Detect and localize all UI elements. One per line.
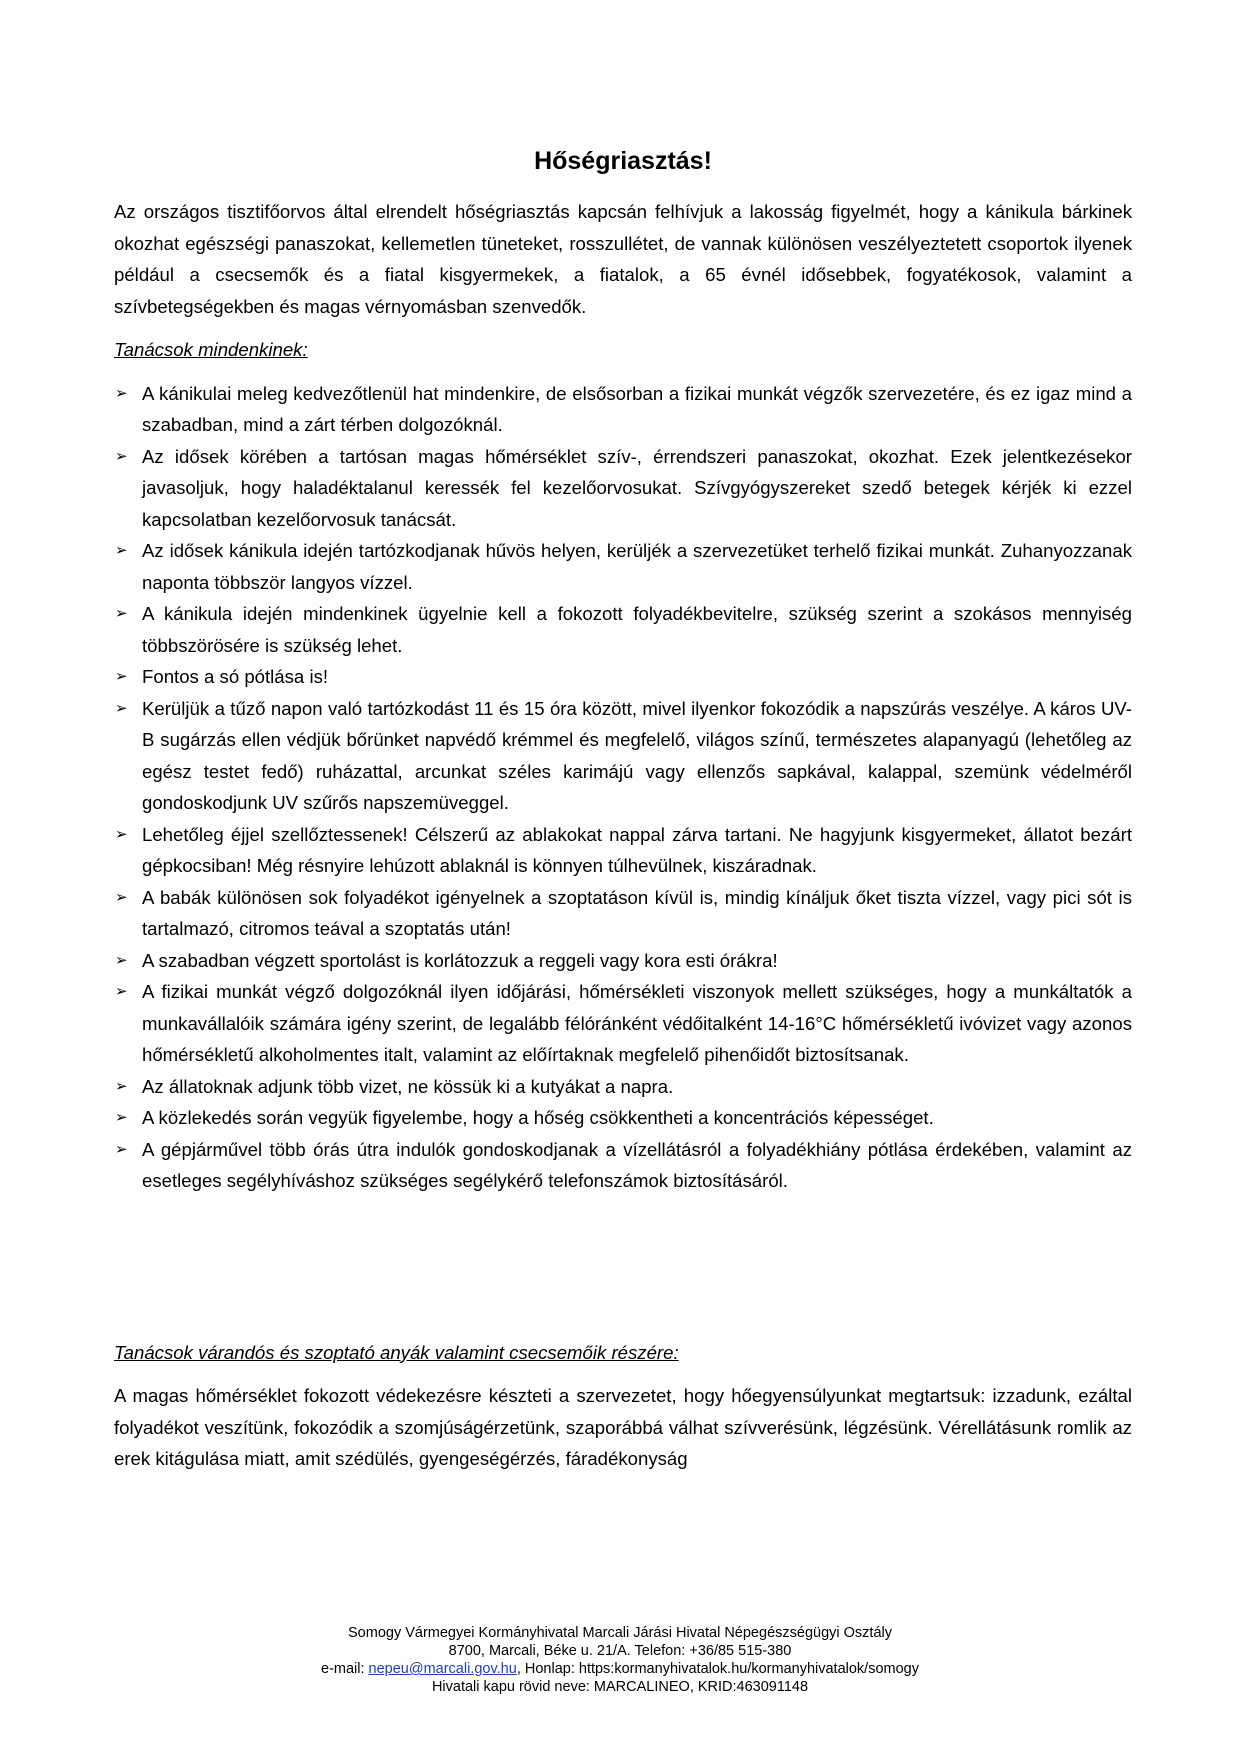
mothers-paragraph: A magas hőmérséklet fokozott védekezésre készteti a szervezetet, hogy hőegyensúlyunkat megtartsuk: izzadunk, ezáltal folyadékot veszítünk, fokozódik a szomjúságérzetünk, szaporábbá válhat szívverésünk, légzésünk. Vérellátásunk romlik az erek kitágulása miatt, amit szédülés, gyengeségérzés, fáradékonyság bbox=[114, 1385, 1132, 1469]
footer-krid: Hivatali kapu rövid neve: MARCALINEO, KRID:463091148 bbox=[431, 1679, 809, 1695]
arrowhead-bullet-icon: ➢ bbox=[115, 982, 128, 1000]
arrowhead-bullet-icon: ➢ bbox=[115, 667, 128, 685]
arrowhead-bullet-icon: ➢ bbox=[115, 541, 128, 559]
page-footer bbox=[0, 1624, 1240, 1696]
page-title: Hőségriasztás! bbox=[534, 147, 712, 175]
list-item-text: Az idősek kánikula idején tartózkodjanak hűvös helyen, kerüljék a szervezetüket terhelő fizikai munkát. Zuhanyozzanak naponta többször langyos vízzel. bbox=[142, 540, 1132, 593]
list-item-text: Fontos a só pótlása is! bbox=[142, 666, 329, 687]
arrowhead-bullet-icon: ➢ bbox=[115, 383, 128, 402]
list-item bbox=[114, 661, 1132, 693]
footer-email-link[interactable]: nepeu@marcali.gov.hu bbox=[368, 1661, 517, 1677]
footer-web: , Honlap: https:kormanyhivatalok.hu/kormanyhivatalok/somogy bbox=[516, 1661, 919, 1677]
list-item bbox=[114, 441, 1132, 536]
list-item bbox=[114, 976, 1132, 1071]
blank-space bbox=[114, 1197, 1132, 1337]
list-item-text: Az idősek körében a tartósan magas hőmérséklet szív-, érrendszeri panaszokat, okozhat. Ezek jelentkezésekor javasoljuk, hogy haladéktalanul keressék fel kezelőorvosukat. Szívgyógyszereket szedő betegek kérjék ki ezzel kapcsolatban kezelőorvosuk tanácsát. bbox=[142, 445, 1132, 530]
list-item-text: Az állatoknak adjunk több vizet, ne kössük ki a kutyákat a napra. bbox=[142, 1075, 674, 1097]
list-item bbox=[114, 535, 1132, 598]
list-item bbox=[114, 882, 1132, 945]
list-item-text: Lehetőleg éjjel szellőztessenek! Célszerű az ablakokat nappal zárva tartani. Ne hagyjunk kisgyermeket, állatot bezárt gépkocsiban! Még résnyire lehúzott ablaknál is könnyen túlhevülnek, kiszáradnak. bbox=[142, 823, 1132, 876]
section-title-general: Tanácsok mindenkinek: bbox=[114, 339, 308, 360]
list-item bbox=[114, 945, 1132, 977]
arrowhead-bullet-icon: ➢ bbox=[115, 887, 128, 906]
list-item-text: Kerüljük a tűző napon való tartózkodást 11 és 15 óra között, mivel ilyenkor fokozódik a napszúrás veszélye. A káros UV-B sugárzás ellen védjük bőrünket napvédő krémmel és megfelelő, világos színű, természetes alapanyagú (lehetőleg az egész testet fedő) ruházattal, arcunkat széles karimájú vagy ellenzős sapkával, kalappal, szemünk védelméről gondoskodjunk UV szűrős napszemüveggel. bbox=[142, 697, 1132, 813]
arrowhead-bullet-icon: ➢ bbox=[115, 824, 128, 843]
list-item bbox=[114, 1071, 1132, 1103]
arrowhead-bullet-icon: ➢ bbox=[115, 446, 128, 465]
list-item bbox=[114, 693, 1132, 819]
list-item-text: A babák különösen sok folyadékot igényelnek a szoptatáson kívül is, mindig kínáljuk őket tiszta vízzel, vagy pici sót is tartalmazó, citromos teával a szoptatás után! bbox=[142, 886, 1132, 939]
list-item bbox=[114, 1102, 1132, 1134]
arrowhead-bullet-icon: ➢ bbox=[115, 1076, 128, 1095]
arrowhead-bullet-icon: ➢ bbox=[115, 1139, 128, 1158]
footer-email-label: e-mail: bbox=[321, 1661, 369, 1677]
section-title-mothers: Tanácsok várandós és szoptató anyák valamint csecsemőik részére: bbox=[114, 1341, 679, 1363]
arrowhead-bullet-icon: ➢ bbox=[115, 950, 128, 969]
footer-contact bbox=[0, 1660, 1240, 1678]
footer-office: Somogy Vármegyei Kormányhivatal Marcali Járási Hivatal Népegészségügyi Osztály bbox=[348, 1625, 892, 1641]
list-item-text: A kánikulai meleg kedvezőtlenül hat mindenkire, de elsősorban a fizikai munkát végzők szervezetére, és ez igaz mind a szabadban, mind a zárt térben dolgozóknál. bbox=[142, 382, 1132, 435]
intro-paragraph: Az országos tisztifőorvos által elrendelt hőségriasztás kapcsán felhívjuk a lakosság figyelmét, hogy a kánikula bárkinek okozhat egészségi panaszokat, kellemetlen tüneteket, rosszullétet, de vannak különösen veszélyeztetett csoportok ilyenek például a csecsemők és a fiatal kisgyermekek, a fiatalok, a 65 évnél idősebbek, fogyatékosok, valamint a szívbetegségekben és magas vérnyomásban szenvedők. bbox=[114, 201, 1132, 317]
footer-address: 8700, Marcali, Béke u. 21/A. Telefon: +36/85 515-380 bbox=[448, 1643, 792, 1659]
arrowhead-bullet-icon: ➢ bbox=[115, 1108, 128, 1126]
list-item-text: A fizikai munkát végző dolgozóknál ilyen időjárási, hőmérsékleti viszonyok mellett szükséges, hogy a munkáltatók a munkavállalóik számára igény szerint, de legalább félóránként védőitalként 14-16°C hőmérsékletű ivóvizet vagy azonos hőmérsékletű alkoholmentes italt, valamint az előírtaknak megfelelő pihenőidőt biztosítsanak. bbox=[142, 981, 1132, 1065]
list-item bbox=[114, 378, 1132, 441]
arrowhead-bullet-icon: ➢ bbox=[115, 698, 128, 717]
tips-list bbox=[114, 378, 1132, 1197]
list-item-text: A közlekedés során vegyük figyelembe, hogy a hőség csökkentheti a koncentrációs képességet. bbox=[142, 1107, 934, 1128]
list-item bbox=[114, 1134, 1132, 1197]
list-item-text: A szabadban végzett sportolást is korlátozzuk a reggeli vagy kora esti órákra! bbox=[142, 949, 778, 971]
document-page bbox=[114, 146, 1132, 1475]
list-item bbox=[114, 598, 1132, 661]
list-item bbox=[114, 819, 1132, 882]
list-item-text: A kánikula idején mindenkinek ügyelnie kell a fokozott folyadékbevitelre, szükség szerint a szokásos mennyiség többszörösére is szükség lehet. bbox=[142, 603, 1132, 656]
list-item-text: A gépjárművel több órás útra indulók gondoskodjanak a vízellátásról a folyadékhiány pótlása érdekében, valamint az esetleges segélyhíváshoz szükséges segélykérő telefonszámok biztosításáról. bbox=[142, 1138, 1132, 1191]
arrowhead-bullet-icon: ➢ bbox=[115, 604, 128, 622]
